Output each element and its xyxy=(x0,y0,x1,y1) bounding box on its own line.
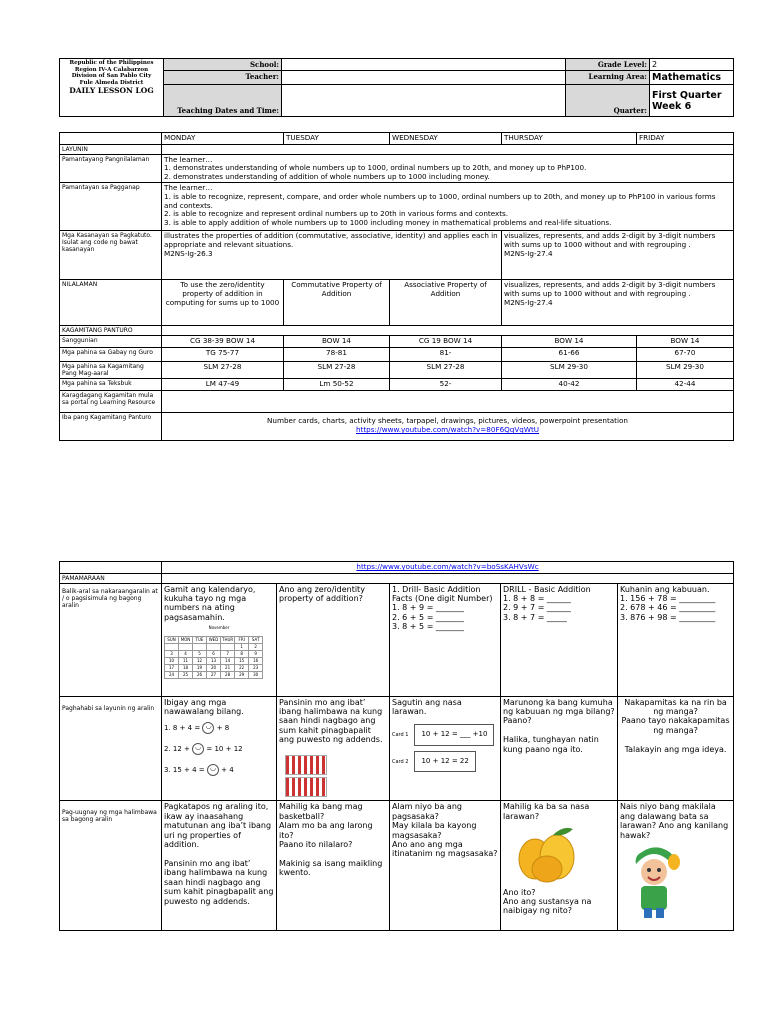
pag-uugnay-thursday: Mahilig ka ba sa nasa larawan? xyxy=(503,802,590,821)
grade-level-value: 2 xyxy=(650,59,734,71)
ref-value: 42-44 xyxy=(637,378,734,390)
pamantayang-text: The learner… 1. demonstrates understanding of whole numbers up to 1000, ordinal numbers up to 20th, and money up to PhP100. 2. demonstrates understanding of addition of whole numbers up to 1000 including money. xyxy=(162,154,734,183)
ref-value: 81- xyxy=(390,347,502,361)
log-title: DAILY LESSON LOG xyxy=(69,86,154,95)
calendar-date xyxy=(221,643,235,650)
calendar-date xyxy=(207,643,221,650)
lesson-table-top xyxy=(59,132,734,441)
equation-2: 2. 12 + ◡ = 10 + 12 xyxy=(164,743,274,755)
ref-value: BOW 14 xyxy=(637,336,734,348)
calendar-date: 23 xyxy=(249,664,263,671)
crayons-image xyxy=(285,755,327,775)
balik-aral-thursday: DRILL - Basic Addition 1. 8 + 8 = ______ 2. 9 + 7 = ______ 3. 8 + 7 = _____ xyxy=(501,583,618,696)
ref-value: 52- xyxy=(390,378,502,390)
teacher-label: Teacher: xyxy=(164,71,282,85)
child-image xyxy=(624,842,684,920)
iba-text: Number cards, charts, activity sheets, tarpapel, drawings, pictures, videos, powerpoint presentation xyxy=(267,416,628,426)
ref-value: BOW 14 xyxy=(284,336,390,348)
calendar-date: 14 xyxy=(221,657,235,664)
calendar-date: 6 xyxy=(207,650,221,657)
calendar-day-header: SAT xyxy=(249,636,263,643)
calendar-date: 27 xyxy=(207,671,221,678)
calendar-date: 5 xyxy=(193,650,207,657)
pag-uugnay-monday: Pagkatapos ng araling ito, ikaw ay inaasahang matutunan ang iba’t ibang uri ng properties of addition. Pansinin mo ang ibat’ ibang halimbawa na kung saan hindi nagbago ang sum kahit pinagbapalit ang puwesto ng addends. xyxy=(162,801,277,931)
pag-uugnay-label: Pag-uugnay ng mga halimbawa sa bagong aralin xyxy=(60,801,162,931)
nilalaman-monday: To use the zero/identity property of addition in computing for sums up to 1000 xyxy=(162,280,284,326)
card-2: 10 + 12 = 22 xyxy=(414,751,475,772)
lesson-table-procedure xyxy=(59,561,734,931)
calendar-date: 15 xyxy=(235,657,249,664)
ref-value: CG 38-39 BOW 14 xyxy=(162,336,284,348)
kasanayan-b: visualizes, represents, and adds 2-digit by 3-digit numbers with sums up to 1000 without and with regrouping . M2NS-Ig-27.4 xyxy=(502,231,734,280)
calendar-date: 11 xyxy=(179,657,193,664)
teaching-dates-label: Teaching Dates and Time: xyxy=(164,85,282,117)
corner-cell xyxy=(60,133,162,145)
pag-uugnay-thursday-after: Ano ito? Ano ang sustansya na naibigay ng nito? xyxy=(503,887,592,916)
teaching-dates-value xyxy=(282,85,566,117)
calendar-day-header: TUE xyxy=(193,636,207,643)
kagamitan-label: KAGAMITANG PANTURO xyxy=(60,326,162,336)
ref-value: SLM 29-30 xyxy=(502,361,637,378)
calendar-table xyxy=(164,636,263,679)
calendar-day-header: MON xyxy=(179,636,193,643)
day-wednesday: WEDNESDAY xyxy=(390,133,502,145)
pag-uugnay-tuesday: Mahilig ka bang mag basketball? Alam mo ba ang larong ito? Paano ito nilalaro? Makinig sa isang maikling kwento. xyxy=(277,801,390,931)
ref-value: CG 19 BOW 14 xyxy=(390,336,502,348)
paghahabi-thursday: Marunong ka bang kumuha ng kabuuan ng mga bilang? Paano? Halika, tunghayan natin kung paano nga ito. xyxy=(501,696,618,801)
card-label: Card 2 xyxy=(392,758,409,765)
nilalaman-label: NILALAMAN xyxy=(60,280,162,326)
smiley-icon xyxy=(202,722,214,734)
calendar-date xyxy=(179,643,193,650)
calendar-date: 21 xyxy=(221,664,235,671)
procedure-video-link[interactable]: https://www.youtube.com/watch?v=boSsKAHVsWc xyxy=(356,562,539,571)
calendar-date: 9 xyxy=(249,650,263,657)
paghahabi-wednesday: Sagutin ang nasa larawan. xyxy=(392,697,462,716)
calendar-day-header: THUR xyxy=(222,636,234,642)
ref-value: 78-81 xyxy=(284,347,390,361)
pagganap-label: Pamantayan sa Pagganap xyxy=(60,183,162,231)
calendar-date: 2 xyxy=(249,643,263,650)
ref-value: 40-42 xyxy=(502,378,637,390)
ref-value: SLM 27-28 xyxy=(162,361,284,378)
layunin-label: LAYUNIN xyxy=(60,144,162,154)
day-friday: FRIDAY xyxy=(637,133,734,145)
header-table xyxy=(59,58,734,117)
pamamaraan-label: PAMAMARAAN xyxy=(60,573,162,583)
day-tuesday: TUESDAY xyxy=(284,133,390,145)
learning-area-label: Learning Area: xyxy=(566,71,650,85)
paghahabi-monday: Ibigay ang mga nawawalang bilang. xyxy=(164,697,244,716)
card-label: Card 1 xyxy=(392,732,409,739)
pamantayang-label: Pamantayang Pangnilalaman xyxy=(60,154,162,183)
smiley-icon xyxy=(207,764,219,776)
card-1: 10 + 12 = ___ +10 xyxy=(414,724,494,745)
school-value xyxy=(282,59,566,71)
mango-image xyxy=(513,823,579,885)
smiley-icon xyxy=(192,743,204,755)
calendar-date: 19 xyxy=(193,664,207,671)
pagganap-text: The learner… 1. is able to recognize, represent, compare, and order whole numbers up to 1000, ordinal numbers up to 20th, and money up to PhP100 in various forms and contexts. 2. is able to recognize and represent ordinal numbers up to 20th in various forms and contexts. 3. is able to apply addition of whole numbers up to 1000 including money in mathematical problems and real-life situations. xyxy=(162,183,734,231)
ref-value: SLM 27-28 xyxy=(390,361,502,378)
calendar-date: 16 xyxy=(249,657,263,664)
quarter-value: First Quarter Week 6 xyxy=(650,85,734,117)
balik-aral-wednesday: 1. Drill- Basic Addition Facts (One digit Number) 1. 8 + 9 = _______ 2. 6 + 5 = _______ 3. 8 + 5 = _______ xyxy=(390,583,501,696)
calendar-date: 12 xyxy=(193,657,207,664)
calendar-month: November xyxy=(208,625,230,631)
ref-value: LM 47-49 xyxy=(162,378,284,390)
calendar-day-header: SUN xyxy=(165,636,179,643)
kasanayan-a: illustrates the properties of addition (commutative, associative, identity) and applies each in appropriate and relevant situations. M2NS-Ig-26.3 xyxy=(162,231,502,280)
calendar-date: 28 xyxy=(221,671,235,678)
balik-aral-monday: Gamit ang kalendaryo, kukuha tayo ng mga numbers na ating pagsasamahin. xyxy=(164,584,256,622)
iba-video-link[interactable]: https://www.youtube.com/watch?v=80F6QqVqWtU xyxy=(355,425,540,435)
lr-portal-label: Karagdagang Kagamitan mula sa portal ng Learning Resource xyxy=(60,390,162,412)
ref-row-label: Mga pahina sa Kagamitang Pang Mag-aaral xyxy=(60,361,162,378)
calendar-date: 25 xyxy=(179,671,193,678)
calendar-date xyxy=(193,643,207,650)
pag-uugnay-wednesday: Alam niyo ba ang pagsasaka? May kilala ba kayong magsasaka? Ano ano ang mga itinatanim ng magsasaka? xyxy=(390,801,501,931)
calendar-date: 13 xyxy=(207,657,221,664)
calendar-date: 17 xyxy=(165,664,179,671)
calendar-date: 24 xyxy=(165,671,179,678)
school-label: School: xyxy=(164,59,282,71)
ref-row-label: Mga pahina sa Teksbuk xyxy=(60,378,162,390)
calendar-date xyxy=(165,643,179,650)
calendar-day-header: WED xyxy=(207,636,221,643)
calendar-date: 1 xyxy=(235,643,249,650)
iba-label: Iba pang Kagamitang Panturo xyxy=(60,412,162,440)
calendar-date: 7 xyxy=(221,650,235,657)
calendar-date: 18 xyxy=(179,664,193,671)
calendar-day-header: FRI xyxy=(235,636,249,643)
ref-row-label: Mga pahina sa Gabay ng Guro xyxy=(60,347,162,361)
paghahabi-label: Paghahabi sa layunin ng aralin xyxy=(60,696,162,801)
calendar-date: 20 xyxy=(207,664,221,671)
teacher-value xyxy=(282,71,566,85)
calendar-date: 10 xyxy=(165,657,179,664)
ref-value: SLM 29-30 xyxy=(637,361,734,378)
ref-value: SLM 27-28 xyxy=(284,361,390,378)
paghahabi-tuesday: Pansinin mo ang ibat’ ibang halimbawa na kung saan hindi nagbago ang sum kahit pinagbapalit ang puwesto ng addends. xyxy=(279,697,383,745)
day-monday: MONDAY xyxy=(162,133,284,145)
pag-uugnay-friday: Nais niyo bang makilala ang dalawang bata sa larawan? Ano ang kanilang hawak? xyxy=(620,802,729,840)
ref-value: TG 75-77 xyxy=(162,347,284,361)
ref-value: 67-70 xyxy=(637,347,734,361)
equation-1: 1. 8 + 4 = ◡ + 8 xyxy=(164,722,274,734)
grade-level-label: Grade Level: xyxy=(566,59,650,71)
ref-value: BOW 14 xyxy=(502,336,637,348)
learning-area-value: Mathematics xyxy=(650,71,734,85)
calendar-date: 22 xyxy=(235,664,249,671)
crayons-image xyxy=(285,777,327,797)
balik-aral-friday: Kuhanin ang kabuuan. 1. 156 + 78 = _________ 2. 678 + 46 = _________ 3. 876 + 98 = _________ xyxy=(618,583,734,696)
calendar-date: 29 xyxy=(235,671,249,678)
paghahabi-friday: Nakapamitas ka na rin ba ng manga? Paano tayo nakakapamitas ng manga? Talakayin ang mga ideya. xyxy=(618,696,734,801)
equation-3: 3. 15 + 4 = ◡ + 4 xyxy=(164,764,274,776)
balik-aral-tuesday: Ano ang zero/identity property of addition? xyxy=(277,583,390,696)
kasanayan-label: Mga Kasanayan sa Pagkatuto. Isulat ang code ng bawat kasanayan xyxy=(60,231,162,280)
calendar-date: 4 xyxy=(179,650,193,657)
school-info: Republic of the Philippines Region IV-A Calabarzon Division of San Pablo City Fule Almeda District DAILY LESSON LOG xyxy=(60,59,164,117)
day-thursday: THURSDAY xyxy=(502,133,637,145)
ref-value: 61-66 xyxy=(502,347,637,361)
balik-aral-label: Balik-aral sa nakaraangaralin at / o pagsisimula ng bagong aralin xyxy=(60,583,162,696)
calendar-date: 30 xyxy=(249,671,263,678)
ref-row-label: Sanggunian xyxy=(60,336,162,348)
quarter-label: Quarter: xyxy=(566,85,650,117)
calendar-date: 26 xyxy=(193,671,207,678)
calendar-date: 3 xyxy=(165,650,179,657)
nilalaman-wednesday: Associative Property of Addition xyxy=(390,280,502,326)
calendar-date: 8 xyxy=(235,650,249,657)
nilalaman-thu-fri: visualizes, represents, and adds 2-digit by 3-digit numbers with sums up to 1000 without and with regrouping . M2NS-Ig-27.4 xyxy=(502,280,734,326)
ref-value: Lm 50-52 xyxy=(284,378,390,390)
nilalaman-tuesday: Commutative Property of Addition xyxy=(284,280,390,326)
